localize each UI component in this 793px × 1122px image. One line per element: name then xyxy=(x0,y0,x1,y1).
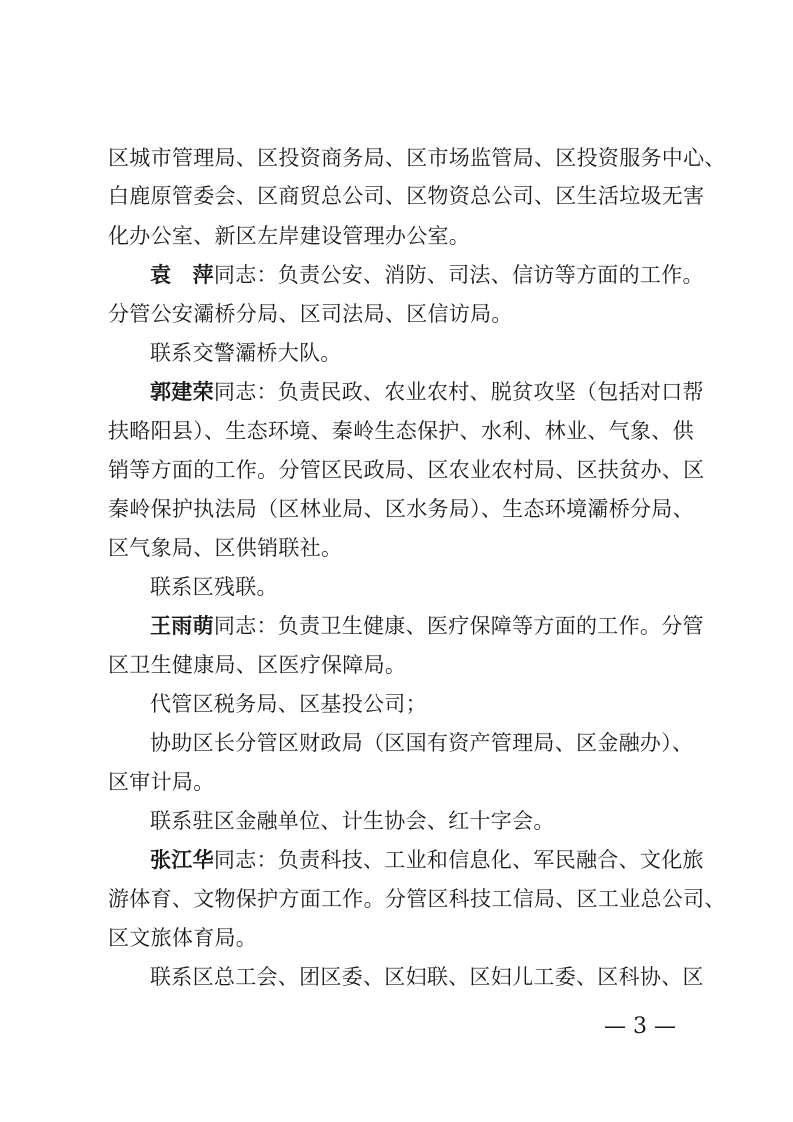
line-text: 协助区长分管区财政局（区国有资产管理局、区金融办）、 xyxy=(150,731,694,755)
line-text: 区气象局、区供销联社。 xyxy=(108,536,343,560)
text-line xyxy=(150,846,704,874)
text-line xyxy=(108,182,704,210)
line-text: 同志：负责卫生健康、医疗保障等方面的工作。分管 xyxy=(213,614,704,638)
text-line xyxy=(150,807,555,835)
text-line xyxy=(108,768,215,796)
text-line xyxy=(108,417,694,445)
text-line xyxy=(108,456,704,484)
line-text: 同志：负责科技、工业和信息化、军民融合、文化旅 xyxy=(213,848,704,872)
line-text: 联系区总工会、团区委、区妇联、区妇儿工委、区科协、区 xyxy=(150,965,704,989)
text-line xyxy=(150,261,704,289)
text-line xyxy=(150,573,278,601)
line-text: 代管区税务局、区基投公司； xyxy=(150,692,427,716)
person-name: 袁 萍 xyxy=(150,263,214,287)
line-text: 销等方面的工作。分管区民政局、区农业农村局、区扶贫办、区 xyxy=(108,458,705,482)
line-text: 扶略阳县）、生态环境、秦岭生态保护、水利、林业、气象、供 xyxy=(108,419,694,443)
person-name: 张江华 xyxy=(150,848,214,872)
line-text: 区卫生健康局、区医疗保障局。 xyxy=(108,653,407,677)
text-line xyxy=(108,924,257,952)
text-line xyxy=(108,495,694,523)
line-text: 秦岭保护执法局（区林业局、区水务局）、生态环境灞桥分局、 xyxy=(108,497,694,521)
line-text: 游体育、文物保护方面工作。分管区科技工信局、区工业总公司、 xyxy=(108,887,726,911)
line-text: 区文旅体育局。 xyxy=(108,926,258,950)
line-text: 分管公安灞桥分局、区司法局、区信访局。 xyxy=(108,302,513,326)
text-line xyxy=(108,534,342,562)
line-text: 联系交警灞桥大队。 xyxy=(150,341,342,365)
text-line xyxy=(150,729,693,757)
person-name: 郭建荣 xyxy=(150,380,214,404)
line-text: 白鹿原管委会、区商贸总公司、区物资总公司、区生活垃圾无害 xyxy=(108,184,705,208)
text-line xyxy=(108,885,726,913)
text-line xyxy=(150,963,704,991)
page-number: — 3 — xyxy=(604,1014,676,1039)
line-text: 化办公室、新区左岸建设管理办公室。 xyxy=(108,224,471,248)
text-line xyxy=(150,339,342,367)
person-name: 王雨萌 xyxy=(150,614,214,638)
text-line xyxy=(108,651,406,679)
line-text: 区城市管理局、区投资商务局、区市场监管局、区投资服务中心、 xyxy=(108,146,726,170)
text-line xyxy=(108,222,470,250)
line-text: 同志：负责公安、消防、司法、信访等方面的工作。 xyxy=(213,263,704,287)
line-text: 同志：负责民政、农业农村、脱贫攻坚（包括对口帮 xyxy=(213,380,704,404)
line-text: 区审计局。 xyxy=(108,770,215,794)
text-line xyxy=(150,690,427,718)
line-text: 联系驻区金融单位、计生协会、红十字会。 xyxy=(150,809,555,833)
text-line xyxy=(150,612,704,640)
text-line xyxy=(108,144,726,172)
text-line xyxy=(108,300,513,328)
text-line xyxy=(150,378,704,406)
line-text: 联系区残联。 xyxy=(150,575,278,599)
